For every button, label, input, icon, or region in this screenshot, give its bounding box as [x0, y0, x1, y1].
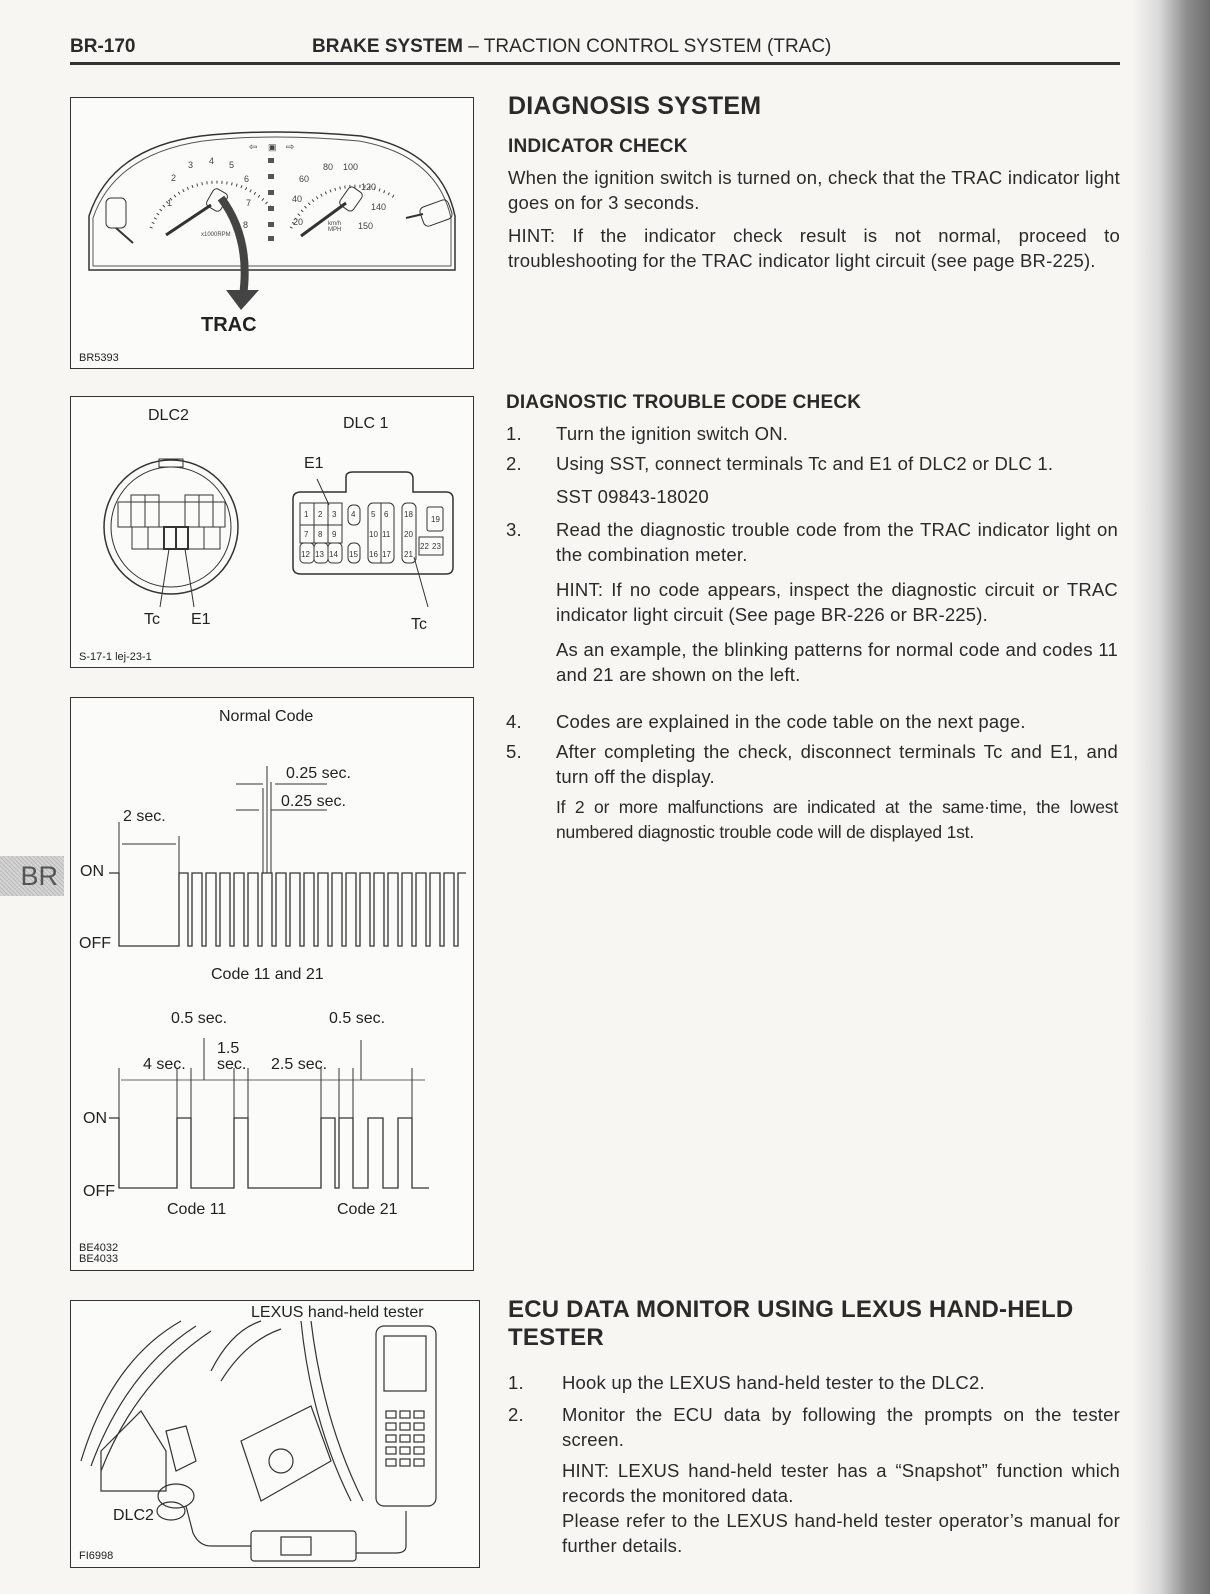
- diagnosis-system-heading: DIAGNOSIS SYSTEM: [508, 92, 762, 120]
- svg-text:140: 140: [371, 202, 387, 212]
- svg-text:2: 2: [318, 510, 323, 519]
- step-text: Using SST, connect terminals Tc and E1 of DLC2 or DLC 1.: [556, 453, 1054, 474]
- figure-id: S-17-1 lej-23-1: [79, 651, 152, 663]
- combination-meter-figure: [70, 97, 474, 369]
- svg-text:3: 3: [332, 510, 337, 519]
- normal-code-title: Normal Code: [219, 708, 314, 725]
- svg-text:x1000RPM: x1000RPM: [201, 232, 231, 238]
- dlc2-title: DLC2: [148, 407, 189, 424]
- off-label-2: OFF: [83, 1183, 115, 1200]
- dlc-connectors-figure: [70, 396, 474, 668]
- dtc-check-heading: DIAGNOSTIC TROUBLE CODE CHECK: [506, 392, 862, 413]
- dlc1-title: DLC 1: [343, 415, 389, 432]
- svg-text:20: 20: [404, 530, 413, 539]
- dtc-example: As an example, the blinking patterns for normal code and codes 11 and 21 are shown on the left.: [556, 639, 1118, 685]
- step-number: 2.: [508, 1404, 524, 1425]
- off-label: OFF: [79, 935, 111, 952]
- svg-text:13: 13: [315, 550, 324, 559]
- code-11-label: Code 11: [167, 1201, 227, 1218]
- repeat-gap-label: 2.5 sec.: [271, 1056, 328, 1073]
- diagnosis-section: [508, 92, 1120, 273]
- dlc2-connector-label: DLC2: [113, 1507, 154, 1524]
- svg-text:23: 23: [432, 542, 441, 551]
- step-number: 2.: [506, 453, 522, 474]
- dtc-step: [506, 517, 1118, 567]
- dtc-check-section: [506, 390, 1118, 845]
- running-title-section: BRAKE SYSTEM: [312, 36, 463, 57]
- svg-text:150: 150: [358, 221, 374, 231]
- svg-text:60: 60: [299, 174, 310, 184]
- dtc-step: [506, 739, 1118, 789]
- svg-text:20: 20: [293, 217, 304, 227]
- tester-illustration: [71, 1301, 479, 1567]
- ecu-monitor-heading: ECU DATA MONITOR USING LEXUS HAND-HELD TESTER: [508, 1296, 1074, 1351]
- running-title: [312, 36, 831, 58]
- header-rule: [70, 62, 1120, 65]
- figure-id: BR5393: [79, 352, 119, 364]
- svg-text:100: 100: [343, 162, 359, 172]
- normal-initial-time-label: 2 sec.: [123, 808, 166, 825]
- indicator-check-hint: HINT: If the indicator check result is not normal, proceed to troubleshooting for the TRAC indicator light circuit (see page BR-225).: [508, 225, 1120, 271]
- hand-held-tester-figure: [70, 1300, 480, 1568]
- figure-id: BE4032: [79, 1242, 119, 1254]
- ecu-step: [508, 1370, 1120, 1395]
- ecu-step: [508, 1402, 1120, 1452]
- combination-meter-illustration: [71, 98, 473, 368]
- code-21-label: Code 21: [337, 1201, 398, 1218]
- svg-text:8: 8: [318, 530, 323, 539]
- dlc2-tc-label: Tc: [144, 611, 160, 628]
- svg-text:5: 5: [371, 510, 376, 519]
- svg-text:16: 16: [369, 550, 378, 559]
- svg-text:18: 18: [404, 510, 413, 519]
- page-number: BR-170: [70, 36, 136, 57]
- section-tab-br: BR: [0, 856, 64, 896]
- step-text: Codes are explained in the code table on the next page.: [556, 711, 1026, 732]
- svg-text:11: 11: [382, 530, 391, 539]
- page-edge-shadow: [1132, 0, 1210, 1594]
- step-text: After completing the check, disconnect terminals Tc and E1, and turn off the display.: [556, 741, 1118, 787]
- first-gap-label: 4 sec.: [143, 1056, 186, 1073]
- figure-id-2: BE4033: [79, 1253, 119, 1265]
- svg-text:⇨: ⇨: [286, 142, 295, 153]
- svg-text:7: 7: [304, 530, 309, 539]
- page-header: [70, 34, 1120, 74]
- ecu-monitor-section: [508, 1296, 1120, 1558]
- codes-title: Code 11 and 21: [211, 966, 324, 983]
- dtc-hint: HINT: If no code appears, inspect the diagnostic circuit or TRAC indicator light circuit (See page BR-226 or BR-225).: [556, 579, 1118, 625]
- normal-on-time-label: 0.25 sec.: [286, 765, 351, 782]
- svg-text:2: 2: [171, 173, 177, 183]
- svg-text:9: 9: [332, 530, 337, 539]
- on-label-2: ON: [83, 1110, 107, 1127]
- step-number: 3.: [506, 519, 522, 540]
- svg-text:1: 1: [304, 510, 309, 519]
- normal-off-time-label: 0.25 sec.: [281, 793, 346, 810]
- svg-text:6: 6: [244, 174, 250, 184]
- on-label: ON: [80, 863, 104, 880]
- ecu-refer: Please refer to the LEXUS hand-held tester operator’s manual for further details.: [562, 1510, 1120, 1556]
- trac-callout: TRAC: [201, 314, 257, 336]
- svg-text:km/h: km/h: [328, 221, 342, 227]
- svg-text:7: 7: [246, 198, 252, 208]
- tester-label: LEXUS hand-held tester: [251, 1304, 424, 1321]
- svg-text:4: 4: [209, 156, 215, 166]
- running-title-subsection: – TRACTION CONTROL SYSTEM (TRAC): [462, 36, 832, 57]
- svg-text:▣: ▣: [268, 142, 277, 152]
- svg-text:19: 19: [431, 515, 440, 524]
- dlc2-e1-label: E1: [191, 611, 211, 628]
- dtc-step: [506, 421, 1118, 446]
- svg-text:MPH: MPH: [328, 227, 342, 233]
- svg-text:3: 3: [188, 160, 194, 170]
- svg-text:10: 10: [369, 530, 378, 539]
- step-number: 1.: [506, 423, 522, 444]
- svg-text:⇦: ⇦: [249, 142, 258, 153]
- dlc1-tc-label: Tc: [411, 616, 427, 633]
- code-blink-time-label: 0.5 sec.: [171, 1010, 228, 1027]
- figure-id: FI6998: [79, 1550, 114, 1562]
- step-text: Hook up the LEXUS hand-held tester to the DLC2.: [562, 1372, 985, 1393]
- step-text: Turn the ignition switch ON.: [556, 423, 789, 444]
- svg-text:15: 15: [349, 550, 358, 559]
- svg-text:21: 21: [404, 550, 413, 559]
- digit-gap-label-a: 1.5: [217, 1040, 240, 1057]
- indicator-check-heading: INDICATOR CHECK: [508, 136, 688, 157]
- blink-pattern-figure: [70, 697, 474, 1271]
- svg-text:14: 14: [329, 550, 338, 559]
- dlc1-e1-label: E1: [304, 455, 324, 472]
- ecu-hint: HINT: LEXUS hand-held tester has a “Snapshot” function which records the monitored data.: [562, 1460, 1120, 1506]
- dtc-step: [506, 451, 1118, 476]
- indicator-check-body: When the ignition switch is turned on, check that the TRAC indicator light goes on for 3 seconds.: [508, 167, 1120, 213]
- svg-text:12: 12: [301, 550, 310, 559]
- step-text: Monitor the ECU data by following the prompts on the tester screen.: [562, 1404, 1120, 1450]
- sst-number: SST 09843-18020: [556, 486, 709, 507]
- dtc-step: [506, 709, 1118, 734]
- blink-waveform: [71, 698, 473, 1270]
- svg-text:22: 22: [420, 542, 429, 551]
- svg-text:8: 8: [243, 220, 249, 230]
- step-text: Read the diagnostic trouble code from the TRAC indicator light on the combination meter.: [556, 519, 1118, 565]
- svg-text:5: 5: [229, 160, 235, 170]
- svg-text:80: 80: [323, 162, 334, 172]
- svg-text:17: 17: [382, 550, 391, 559]
- svg-text:6: 6: [384, 510, 389, 519]
- svg-text:4: 4: [351, 510, 356, 519]
- step-number: 5.: [506, 741, 522, 762]
- code-blink-time-label-2: 0.5 sec.: [329, 1010, 386, 1027]
- step-number: 4.: [506, 711, 522, 732]
- svg-text:40: 40: [292, 194, 303, 204]
- digit-gap-label-b: sec.: [217, 1056, 247, 1073]
- step-number: 1.: [508, 1372, 524, 1393]
- svg-text:120: 120: [361, 182, 377, 192]
- multiple-malfunction-note: If 2 or more malfunctions are indicated at the same·time, the lowest numbered diagnostic trouble code will de displayed 1st.: [556, 797, 1118, 842]
- svg-text:1: 1: [167, 198, 173, 208]
